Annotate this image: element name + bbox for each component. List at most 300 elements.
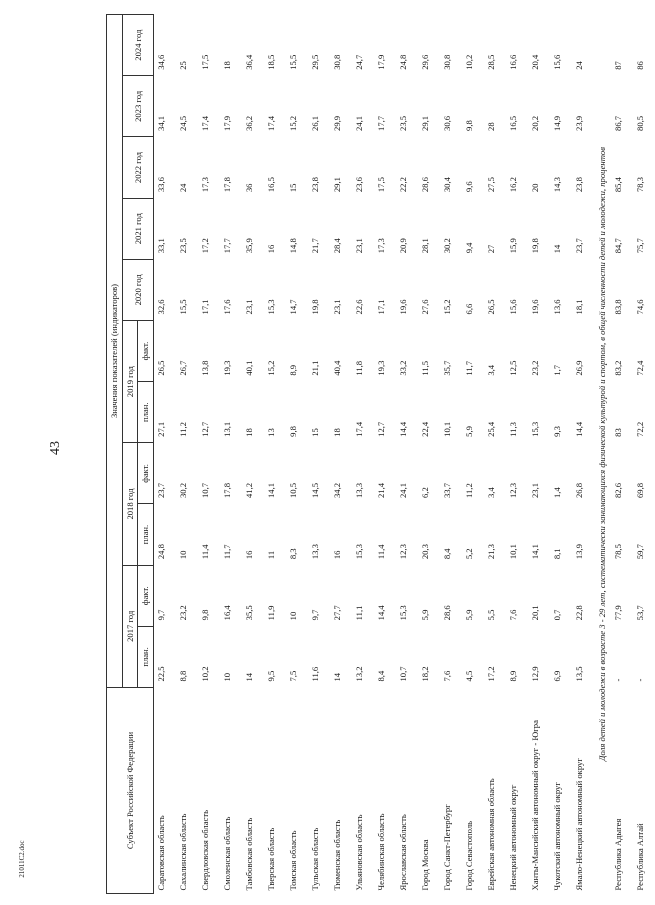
value-cell: 16,4 — [222, 605, 233, 621]
value-cell: 36 — [244, 183, 255, 193]
value-cell: 10,2 — [464, 54, 475, 70]
table-row — [352, 15, 374, 894]
value-cell: 17,9 — [222, 115, 233, 131]
value-cell: 21,4 — [376, 482, 387, 498]
year-2020-header: 2020 год — [122, 259, 153, 320]
value-cell: 10 — [222, 672, 233, 682]
value-cell: 12,5 — [508, 360, 519, 376]
value-cell: 15 — [288, 183, 299, 193]
year-2017-header: 2017 год — [122, 565, 138, 687]
value-cell: 33,1 — [156, 238, 167, 254]
value-cell: 21,1 — [310, 360, 321, 376]
table-row — [264, 15, 286, 894]
value-cell: 3,4 — [486, 487, 497, 498]
value-cell: 15,5 — [178, 299, 189, 315]
value-cell: 12,3 — [508, 482, 519, 498]
value-cell: 26,1 — [310, 115, 321, 131]
value-cell: 18,2 — [420, 666, 431, 682]
value-cell: 23,6 — [354, 177, 365, 193]
fact-header: факт. — [138, 443, 154, 504]
plan-header: план. — [138, 626, 154, 687]
value-cell: 11,2 — [464, 483, 475, 498]
value-cell: 35,5 — [244, 605, 255, 621]
value-cell: 12,3 — [398, 544, 409, 560]
value-cell: 17,2 — [200, 238, 211, 254]
value-cell: 23,7 — [574, 238, 585, 254]
value-cell: 17,2 — [486, 666, 497, 682]
table-row — [396, 15, 418, 894]
value-cell: 29,9 — [332, 115, 343, 131]
table-row — [506, 15, 528, 894]
value-cell: - — [634, 678, 645, 682]
value-cell: 77,9 — [612, 605, 623, 621]
value-cell: 15,6 — [552, 54, 563, 70]
value-cell: 17,8 — [222, 482, 233, 498]
subject-name-cell: Ненецкий автономный округ — [508, 784, 519, 891]
value-cell: 5,5 — [486, 609, 497, 621]
value-cell: 22,4 — [420, 421, 431, 437]
value-cell: 25,4 — [486, 421, 497, 437]
value-cell: 0,7 — [552, 609, 563, 621]
value-cell: 13 — [266, 428, 277, 437]
value-cell: 16 — [244, 550, 255, 560]
value-cell: 16,6 — [508, 54, 519, 70]
value-cell: 14,9 — [552, 115, 563, 131]
value-cell: 23,1 — [332, 299, 343, 315]
fact-header: факт. — [138, 565, 154, 626]
value-cell: 26,9 — [574, 360, 585, 376]
indicators-header: Значения показателей (индикаторов) — [107, 15, 123, 688]
value-cell: 17,1 — [200, 299, 211, 315]
value-cell: 74,6 — [634, 299, 645, 315]
value-cell: 33,2 — [398, 360, 409, 376]
value-cell: 9,6 — [464, 181, 475, 193]
value-cell: 9,7 — [310, 609, 321, 621]
value-cell: 11,7 — [222, 544, 233, 560]
value-cell: 53,7 — [634, 605, 645, 621]
value-cell: 10,1 — [442, 421, 453, 437]
value-cell: 20,4 — [530, 54, 541, 70]
table-row — [286, 15, 308, 894]
subject-name-cell: Тамбовская область — [244, 817, 255, 891]
subject-name-cell: Республика Алтай — [634, 823, 645, 891]
value-cell: 5,9 — [464, 609, 475, 621]
subject-name-cell: Город Севастополь — [464, 820, 475, 891]
value-cell: 14 — [332, 672, 343, 682]
value-cell: 20 — [530, 183, 541, 193]
value-cell: 1,7 — [552, 364, 563, 376]
subject-name-cell: Свердловская область — [200, 809, 211, 891]
plan-header: план. — [138, 382, 154, 443]
value-cell: 10,5 — [288, 482, 299, 498]
value-cell: 15,3 — [530, 421, 541, 437]
value-cell: 28,6 — [420, 177, 431, 193]
value-cell: 19,6 — [398, 299, 409, 315]
indicator-table-container — [106, 14, 645, 894]
value-cell: 11,4 — [376, 544, 387, 560]
value-cell: 20,3 — [420, 544, 431, 560]
value-cell: 5,9 — [464, 426, 475, 437]
value-cell: 20,1 — [530, 605, 541, 621]
value-cell: 17,3 — [376, 238, 387, 254]
value-cell: 26,5 — [486, 299, 497, 315]
value-cell: 10,7 — [398, 666, 409, 682]
subject-name-cell: Тульская область — [310, 827, 321, 891]
table-row — [633, 15, 655, 894]
value-cell: 35,9 — [244, 238, 255, 254]
value-cell: 26,7 — [178, 360, 189, 376]
value-cell: 19,3 — [376, 360, 387, 376]
subject-name-cell: Чукотский автономный округ — [552, 782, 563, 891]
value-cell: 15,3 — [266, 299, 277, 315]
value-cell: 34,1 — [156, 115, 167, 131]
table-row — [418, 15, 440, 894]
value-cell: 13,9 — [574, 544, 585, 560]
value-cell: 30,8 — [332, 54, 343, 70]
table-row — [440, 15, 462, 894]
value-cell: 17,4 — [266, 115, 277, 131]
value-cell: 23,2 — [530, 360, 541, 376]
value-cell: 13,8 — [200, 360, 211, 376]
value-cell: 24,1 — [398, 482, 409, 498]
value-cell: 85,4 — [612, 177, 623, 193]
value-cell: 13,2 — [354, 666, 365, 682]
value-cell: 86,7 — [612, 115, 623, 131]
value-cell: 41,2 — [244, 482, 255, 498]
value-cell: 14,1 — [530, 544, 541, 560]
value-cell: 14,1 — [266, 482, 277, 498]
value-cell: 10,7 — [200, 482, 211, 498]
value-cell: 5,2 — [464, 548, 475, 560]
value-cell: 23,1 — [244, 299, 255, 315]
table-row — [572, 15, 594, 894]
value-cell: 15,2 — [266, 360, 277, 376]
value-cell: 83 — [612, 428, 623, 437]
value-cell: 16,5 — [266, 177, 277, 193]
value-cell: 24 — [574, 61, 585, 70]
subject-name-cell: Город Москва — [420, 839, 431, 891]
value-cell: 78,5 — [612, 544, 623, 560]
value-cell: 9,8 — [200, 609, 211, 621]
value-cell: 23,9 — [574, 115, 585, 131]
subject-name-cell: Ямало-Ненецкий автономный округ — [574, 758, 585, 891]
value-cell: 15 — [310, 428, 321, 437]
value-cell: 19,6 — [530, 299, 541, 315]
value-cell: 13,3 — [310, 544, 321, 560]
subject-name-cell: Тюменская область — [332, 819, 343, 891]
subject-name-cell: Ярославская область — [398, 814, 409, 891]
value-cell: 19,3 — [222, 360, 233, 376]
value-cell: 17,3 — [200, 177, 211, 193]
value-cell: 18 — [244, 428, 255, 437]
value-cell: 24,8 — [398, 54, 409, 70]
value-cell: 29,5 — [310, 54, 321, 70]
value-cell: 13,5 — [574, 666, 585, 682]
table-row — [462, 15, 484, 894]
table-row — [242, 15, 264, 894]
value-cell: 14,5 — [310, 482, 321, 498]
table-header — [107, 15, 154, 894]
value-cell: 16 — [332, 550, 343, 560]
value-cell: 26,8 — [574, 482, 585, 498]
value-cell: 16 — [266, 244, 277, 254]
value-cell: 8,3 — [288, 548, 299, 560]
subject-name-cell: Саратовская область — [156, 815, 167, 891]
value-cell: 14 — [552, 244, 563, 254]
subject-name-cell: Тверская область — [266, 827, 277, 891]
table-row — [528, 15, 550, 894]
value-cell: 22,5 — [156, 666, 167, 682]
value-cell: 17,4 — [354, 421, 365, 437]
value-cell: 17,1 — [376, 299, 387, 315]
value-cell: 28,5 — [486, 54, 497, 70]
year-2018-header: 2018 год — [122, 443, 138, 565]
value-cell: 23,5 — [398, 115, 409, 131]
value-cell: 28 — [486, 122, 497, 131]
value-cell: 22,8 — [574, 605, 585, 621]
value-cell: 22,6 — [354, 299, 365, 315]
value-cell: 11,9 — [266, 605, 277, 621]
value-cell: 18,5 — [266, 54, 277, 70]
value-cell: 15,5 — [288, 54, 299, 70]
year-2023-header: 2023 год — [122, 76, 153, 137]
value-cell: 15,9 — [508, 238, 519, 254]
subject-name-cell: Сахалинская область — [178, 813, 189, 891]
value-cell: 11,7 — [464, 360, 475, 376]
table-body — [154, 15, 655, 894]
value-cell: 34,2 — [332, 482, 343, 498]
value-cell: 32,6 — [156, 299, 167, 315]
value-cell: 14,8 — [288, 238, 299, 254]
subject-name-cell: Ульяновская область — [354, 814, 365, 891]
year-2024-header: 2024 год — [122, 15, 153, 76]
value-cell: 27,6 — [420, 299, 431, 315]
value-cell: 80,5 — [634, 115, 645, 131]
value-cell: 9,8 — [464, 120, 475, 131]
table-row — [484, 15, 506, 894]
value-cell: 14,4 — [574, 421, 585, 437]
table-row — [198, 15, 220, 894]
value-cell: 14 — [244, 672, 255, 682]
value-cell: 15,2 — [442, 299, 453, 315]
value-cell: 33,6 — [156, 177, 167, 193]
value-cell: 87 — [612, 61, 623, 70]
indicator-table — [106, 14, 655, 894]
value-cell: 1,4 — [552, 487, 563, 498]
value-cell: 21,3 — [486, 544, 497, 560]
value-cell: 9,4 — [464, 242, 475, 254]
value-cell: 8,9 — [508, 670, 519, 682]
value-cell: 17,9 — [376, 54, 387, 70]
value-cell: 75,7 — [634, 238, 645, 254]
value-cell: 9,5 — [266, 670, 277, 682]
table-row — [154, 15, 177, 894]
value-cell: 4,5 — [464, 670, 475, 682]
value-cell: 9,3 — [552, 426, 563, 437]
footer-doc-code: 21011C2.doc — [18, 840, 26, 878]
value-cell: 10,1 — [508, 544, 519, 560]
value-cell: 23,1 — [530, 482, 541, 498]
value-cell: 23,7 — [156, 482, 167, 498]
value-cell: 13,1 — [222, 421, 233, 437]
value-cell: 40,4 — [332, 360, 343, 376]
value-cell: 78,3 — [634, 177, 645, 193]
value-cell: 35,7 — [442, 360, 453, 376]
table-row — [308, 15, 330, 894]
value-cell: 15,3 — [398, 605, 409, 621]
subject-name-cell: Республика Адыгея — [612, 818, 623, 891]
value-cell: 29,1 — [332, 177, 343, 193]
table-row — [220, 15, 242, 894]
value-cell: 17,7 — [376, 115, 387, 131]
year-2022-header: 2022 год — [122, 137, 153, 198]
value-cell: 29,6 — [420, 54, 431, 70]
value-cell: 23,2 — [178, 605, 189, 621]
value-cell: - — [612, 678, 623, 682]
value-cell: 27,7 — [332, 605, 343, 621]
value-cell: 11,6 — [310, 666, 321, 682]
value-cell: 23,8 — [310, 177, 321, 193]
subject-name-cell: Еврейская автономная область — [486, 778, 497, 891]
value-cell: 59,7 — [634, 544, 645, 560]
value-cell: 6,2 — [420, 487, 431, 498]
value-cell: 8,8 — [178, 670, 189, 682]
value-cell: 17,8 — [222, 177, 233, 193]
value-cell: 17,4 — [200, 115, 211, 131]
value-cell: 8,4 — [376, 670, 387, 682]
value-cell: 24,5 — [178, 115, 189, 131]
value-cell: 14,4 — [376, 605, 387, 621]
value-cell: 30,4 — [442, 177, 453, 193]
value-cell: 10 — [288, 611, 299, 621]
value-cell: 72,2 — [634, 421, 645, 437]
value-cell: 15,2 — [288, 115, 299, 131]
value-cell: 30,2 — [178, 482, 189, 498]
value-cell: 30,6 — [442, 115, 453, 131]
section-title: Доля детей и молодежи в возрасте 3 - 29 лет, систематически занимающихся физической культурой и спортом, в общей численности детей и молодежи, процентов — [597, 147, 608, 761]
value-cell: 23,5 — [178, 238, 189, 254]
value-cell: 11,2 — [178, 422, 189, 437]
value-cell: 23,1 — [354, 238, 365, 254]
value-cell: 24,8 — [156, 544, 167, 560]
value-cell: 27,1 — [156, 421, 167, 437]
value-cell: 28,1 — [420, 238, 431, 254]
value-cell: 25 — [178, 61, 189, 70]
plan-header: план. — [138, 504, 154, 565]
value-cell: 15,6 — [508, 299, 519, 315]
value-cell: 29,1 — [420, 115, 431, 131]
value-cell: 12,7 — [200, 421, 211, 437]
value-cell: 28,6 — [442, 605, 453, 621]
value-cell: 3,4 — [486, 364, 497, 376]
value-cell: 83,2 — [612, 360, 623, 376]
fact-header: факт. — [138, 320, 154, 381]
value-cell: 36,2 — [244, 115, 255, 131]
table-row — [611, 15, 633, 894]
value-cell: 84,7 — [612, 238, 623, 254]
subject-name-cell: Челябинская область — [376, 813, 387, 891]
table-row — [330, 15, 352, 894]
value-cell: 12,9 — [530, 666, 541, 682]
value-cell: 33,7 — [442, 482, 453, 498]
value-cell: 9,7 — [156, 609, 167, 621]
value-cell: 7,6 — [508, 609, 519, 621]
value-cell: 11,1 — [354, 605, 365, 621]
value-cell: 17,7 — [222, 238, 233, 254]
value-cell: 18 — [332, 428, 343, 437]
value-cell: 5,9 — [420, 609, 431, 621]
value-cell: 10 — [178, 550, 189, 560]
table-row — [374, 15, 396, 894]
value-cell: 8,1 — [552, 548, 563, 560]
value-cell: 26,5 — [156, 360, 167, 376]
value-cell: 22,2 — [398, 177, 409, 193]
value-cell: 83,8 — [612, 299, 623, 315]
table-row — [176, 15, 198, 894]
value-cell: 14,4 — [398, 421, 409, 437]
value-cell: 6,9 — [552, 670, 563, 682]
value-cell: 7,6 — [442, 670, 453, 682]
value-cell: 6,6 — [464, 303, 475, 315]
value-cell: 28,4 — [332, 238, 343, 254]
value-cell: 27 — [486, 244, 497, 254]
subject-name-cell: Смоленская область — [222, 816, 233, 891]
value-cell: 17,5 — [376, 177, 387, 193]
year-2021-header: 2021 год — [122, 198, 153, 259]
value-cell: 40,1 — [244, 360, 255, 376]
value-cell: 23,8 — [574, 177, 585, 193]
value-cell: 7,5 — [288, 670, 299, 682]
value-cell: 86 — [634, 61, 645, 70]
value-cell: 11,8 — [354, 360, 365, 376]
value-cell: 17,6 — [222, 299, 233, 315]
page-number: 43 — [48, 441, 63, 455]
section-row — [594, 15, 611, 894]
year-2019-header: 2019 год — [122, 320, 138, 442]
value-cell: 30,8 — [442, 54, 453, 70]
subject-header: Субъект Российской Федерации — [107, 688, 154, 894]
value-cell: 19,8 — [530, 238, 541, 254]
value-cell: 72,4 — [634, 360, 645, 376]
value-cell: 11,4 — [200, 544, 211, 560]
value-cell: 34,6 — [156, 54, 167, 70]
value-cell: 20,2 — [530, 115, 541, 131]
value-cell: 18 — [222, 61, 233, 70]
value-cell: 69,8 — [634, 482, 645, 498]
value-cell: 24,7 — [354, 54, 365, 70]
value-cell: 11,5 — [420, 360, 431, 376]
value-cell: 24 — [178, 183, 189, 193]
value-cell: 30,2 — [442, 238, 453, 254]
table-row — [550, 15, 572, 894]
value-cell: 27,5 — [486, 177, 497, 193]
value-cell: 19,8 — [310, 299, 321, 315]
value-cell: 12,7 — [376, 421, 387, 437]
subject-name-cell: Томская область — [288, 830, 299, 891]
value-cell: 82,6 — [612, 482, 623, 498]
subject-name-cell: Ханты-Мансийский автономный округ - Югра — [530, 720, 541, 891]
value-cell: 20,9 — [398, 238, 409, 254]
value-cell: 21,7 — [310, 238, 321, 254]
value-cell: 13,3 — [354, 482, 365, 498]
value-cell: 9,8 — [288, 426, 299, 437]
value-cell: 11 — [266, 550, 277, 560]
value-cell: 18,1 — [574, 299, 585, 315]
subject-name-cell: Город Санкт-Петербург — [442, 804, 453, 891]
value-cell: 14,3 — [552, 177, 563, 193]
value-cell: 24,1 — [354, 115, 365, 131]
value-cell: 17,5 — [200, 54, 211, 70]
